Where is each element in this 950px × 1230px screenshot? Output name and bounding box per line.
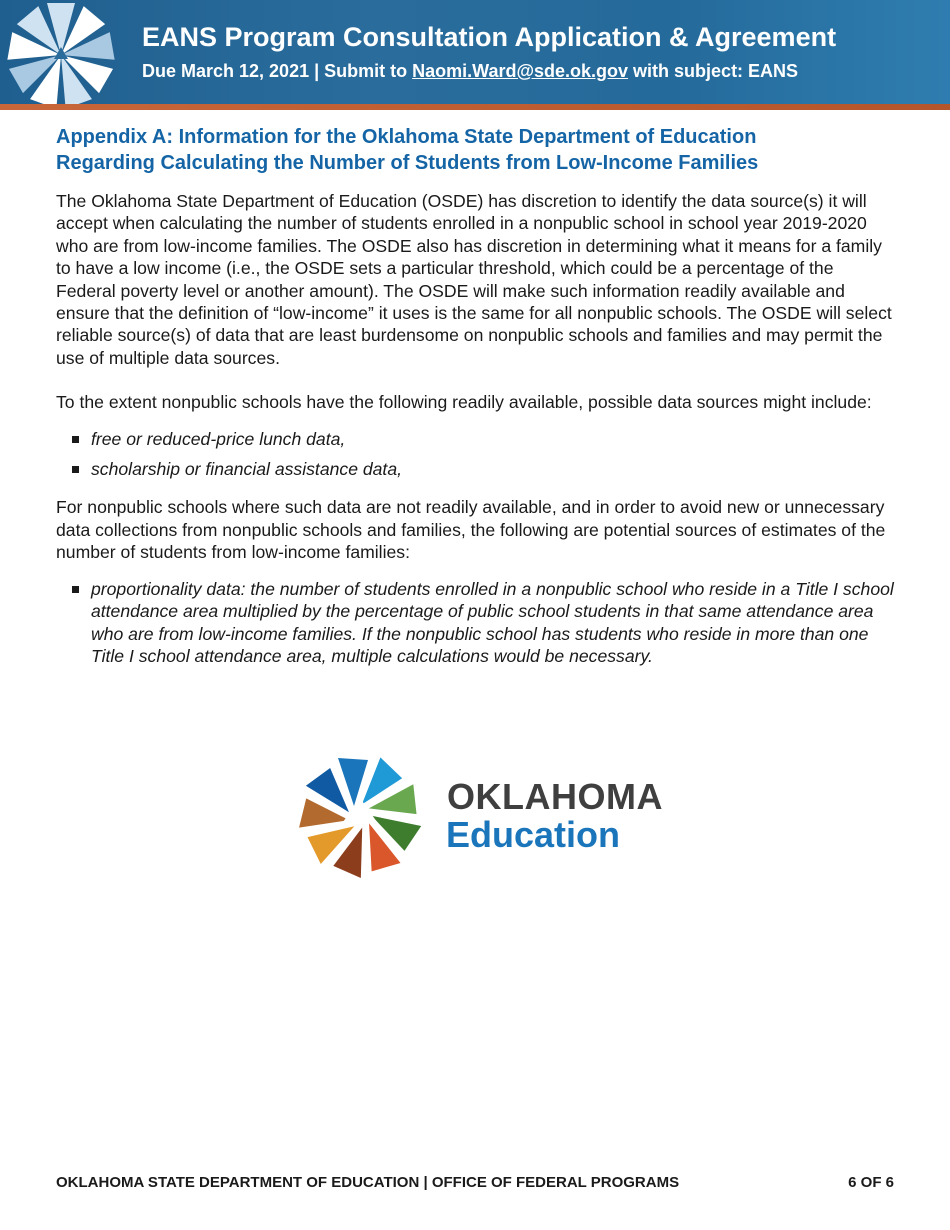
paragraph-osde-discretion: The Oklahoma State Department of Education (OSDE) has discretion to identify the data source(s) it will accept when calculating the number of students enrolled in a nonpublic school in school year 2019-2020 who are from low-income families. The OSDE also has discretion in determining what it means for a family to have a low income (i.e., the OSDE sets a particular threshold, which could be a percentage of the Federal poverty level or another amount). The OSDE will make such information readily available and ensure that the definition of “low-income” it uses is the same for all nonpublic schools. The OSDE will select reliable source(s) of data that are least burdensome on nonpublic schools and families and may permit the use of multiple data sources. bbox=[56, 191, 892, 368]
header-banner bbox=[0, 0, 950, 104]
estimates-list bbox=[56, 578, 896, 668]
bullet-square-icon bbox=[72, 436, 79, 443]
page-number: 6 OF 6 bbox=[848, 1174, 894, 1191]
data-sources-list bbox=[56, 428, 896, 481]
oklahoma-education-logo bbox=[292, 748, 662, 884]
appendix-content bbox=[56, 124, 896, 683]
subject-text: with subject: EANS bbox=[628, 61, 799, 81]
bullet-square-icon bbox=[72, 466, 79, 473]
submit-email-link[interactable]: Naomi.Ward@sde.ok.gov bbox=[412, 61, 629, 81]
list-item: scholarship or financial assistance data, bbox=[56, 458, 896, 480]
logo-wordmark-education: Education bbox=[446, 814, 621, 855]
appendix-title bbox=[56, 124, 896, 176]
paragraph-estimates: For nonpublic schools where such data are not readily available, and in order to avoid new or unnecessary data collections from nonpublic schools and families, the following are potential sources of estimates of the number of students from low-income families: bbox=[56, 497, 886, 563]
bullet-square-icon bbox=[72, 586, 79, 593]
due-date-text: Due March 12, 2021 | Submit to bbox=[142, 61, 413, 81]
star-logo-icon bbox=[0, 0, 136, 104]
logo-wordmark-oklahoma: OKLAHOMA bbox=[447, 776, 663, 817]
oklahoma-education-star-icon bbox=[292, 748, 428, 884]
appendix-title-line1: Appendix A: Information for the Oklahoma State Department of Education bbox=[56, 126, 757, 148]
list-item: free or reduced-price lunch data, bbox=[56, 428, 896, 450]
header-divider bbox=[0, 104, 950, 110]
paragraph-data-sources: To the extent nonpublic schools have the following readily available, possible data sources might include: bbox=[56, 392, 872, 413]
document-title: EANS Program Consultation Application & Agreement bbox=[142, 22, 837, 52]
appendix-title-line2: Regarding Calculating the Number of Students from Low-Income Families bbox=[56, 152, 759, 174]
footer-organization: OKLAHOMA STATE DEPARTMENT OF EDUCATION | OFFICE OF FEDERAL PROGRAMS bbox=[56, 1174, 680, 1191]
list-item: proportionality data: the number of students enrolled in a nonpublic school who reside in a Title I school attendance area multiplied by the percentage of public school students in that same attendance area who are from low-income families. If the nonpublic school has students who reside in more than one Title I school attendance area, multiple calculations would be necessary. bbox=[56, 578, 896, 668]
due-date-line bbox=[142, 61, 798, 82]
